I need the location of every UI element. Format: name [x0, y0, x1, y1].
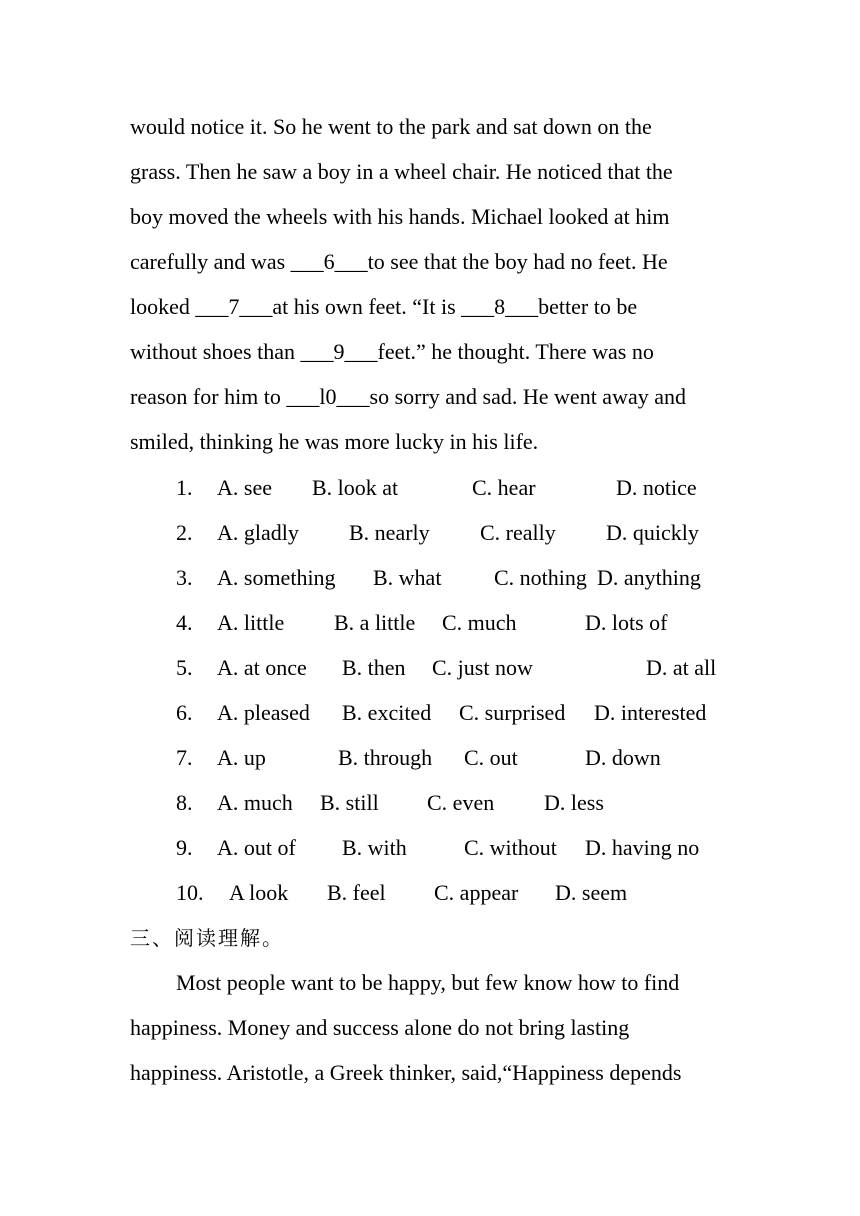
question-row-4 [0, 608, 860, 638]
option-c: C. surprised [459, 700, 566, 725]
option-d: D. less [544, 790, 604, 815]
option-a: A look [229, 880, 289, 905]
option-d: D. interested [594, 700, 707, 725]
option-c: C. just now [432, 655, 533, 680]
passage-line-7: reason for him to ___l0___so sorry and sad. He went away and [130, 384, 686, 409]
question-number: 9. [176, 835, 193, 860]
option-a: A. out of [217, 835, 296, 860]
question-number: 7. [176, 745, 193, 770]
option-d: D. notice [616, 475, 697, 500]
question-number: 1. [176, 475, 193, 500]
option-d: D. lots of [585, 610, 668, 635]
question-number: 5. [176, 655, 193, 680]
option-d: D. down [585, 745, 661, 770]
passage-line-2: grass. Then he saw a boy in a wheel chair. He noticed that the [130, 159, 673, 184]
option-a: A. at once [217, 655, 307, 680]
option-a: A. pleased [217, 700, 310, 725]
option-c: C. even [427, 790, 495, 815]
option-a: A. something [217, 565, 336, 590]
question-row-10 [0, 878, 860, 908]
option-d: D. anything [597, 565, 701, 590]
option-b: B. then [342, 655, 406, 680]
option-c: C. hear [472, 475, 536, 500]
option-a: A. up [217, 745, 266, 770]
reading-line-1: Most people want to be happy, but few know how to find [176, 970, 680, 995]
passage-line-8: smiled, thinking he was more lucky in his life. [130, 429, 539, 454]
option-c: C. really [480, 520, 556, 545]
question-row-7 [0, 743, 860, 773]
option-b: B. nearly [349, 520, 430, 545]
passage-line-3: boy moved the wheels with his hands. Michael looked at him [130, 204, 670, 229]
option-a: A. gladly [217, 520, 299, 545]
question-number: 8. [176, 790, 193, 815]
question-row-1 [0, 473, 860, 503]
question-number: 2. [176, 520, 193, 545]
passage-line-1: would notice it. So he went to the park and sat down on the [130, 114, 652, 139]
option-c: C. nothing [494, 565, 587, 590]
question-row-2 [0, 518, 860, 548]
option-c: C. appear [434, 880, 519, 905]
question-number: 6. [176, 700, 193, 725]
question-number: 10. [176, 880, 204, 905]
option-b: B. through [338, 745, 433, 770]
question-row-5 [0, 653, 860, 683]
question-number: 3. [176, 565, 193, 590]
option-b: B. feel [327, 880, 386, 905]
option-b: B. what [373, 565, 442, 590]
question-row-3 [0, 563, 860, 593]
passage-line-6: without shoes than ___9___feet.” he thought. There was no [130, 339, 654, 364]
option-b: B. look at [312, 475, 399, 500]
option-c: C. without [464, 835, 557, 860]
reading-line-3: happiness. Aristotle, a Greek thinker, said,“Happiness depends [130, 1060, 682, 1085]
option-c: C. much [442, 610, 517, 635]
question-row-6 [0, 698, 860, 728]
option-a: A. much [217, 790, 293, 815]
option-a: A. see [217, 475, 272, 500]
option-d: D. seem [555, 880, 628, 905]
question-number: 4. [176, 610, 193, 635]
option-b: B. excited [342, 700, 432, 725]
option-a: A. little [217, 610, 285, 635]
option-b: B. with [342, 835, 407, 860]
passage-line-4: carefully and was ___6___to see that the boy had no feet. He [130, 249, 668, 274]
reading-line-2: happiness. Money and success alone do not bring lasting [130, 1015, 630, 1040]
option-b: B. a little [334, 610, 416, 635]
option-d: D. at all [646, 655, 717, 680]
section-heading: 三、阅读理解。 [130, 926, 284, 950]
option-c: C. out [464, 745, 518, 770]
question-row-9 [0, 833, 860, 863]
option-b: B. still [320, 790, 379, 815]
passage-line-5: looked ___7___at his own feet. “It is ___8___better to be [130, 294, 638, 319]
question-row-8 [0, 788, 860, 818]
option-d: D. quickly [606, 520, 699, 545]
option-d: D. having no [585, 835, 700, 860]
